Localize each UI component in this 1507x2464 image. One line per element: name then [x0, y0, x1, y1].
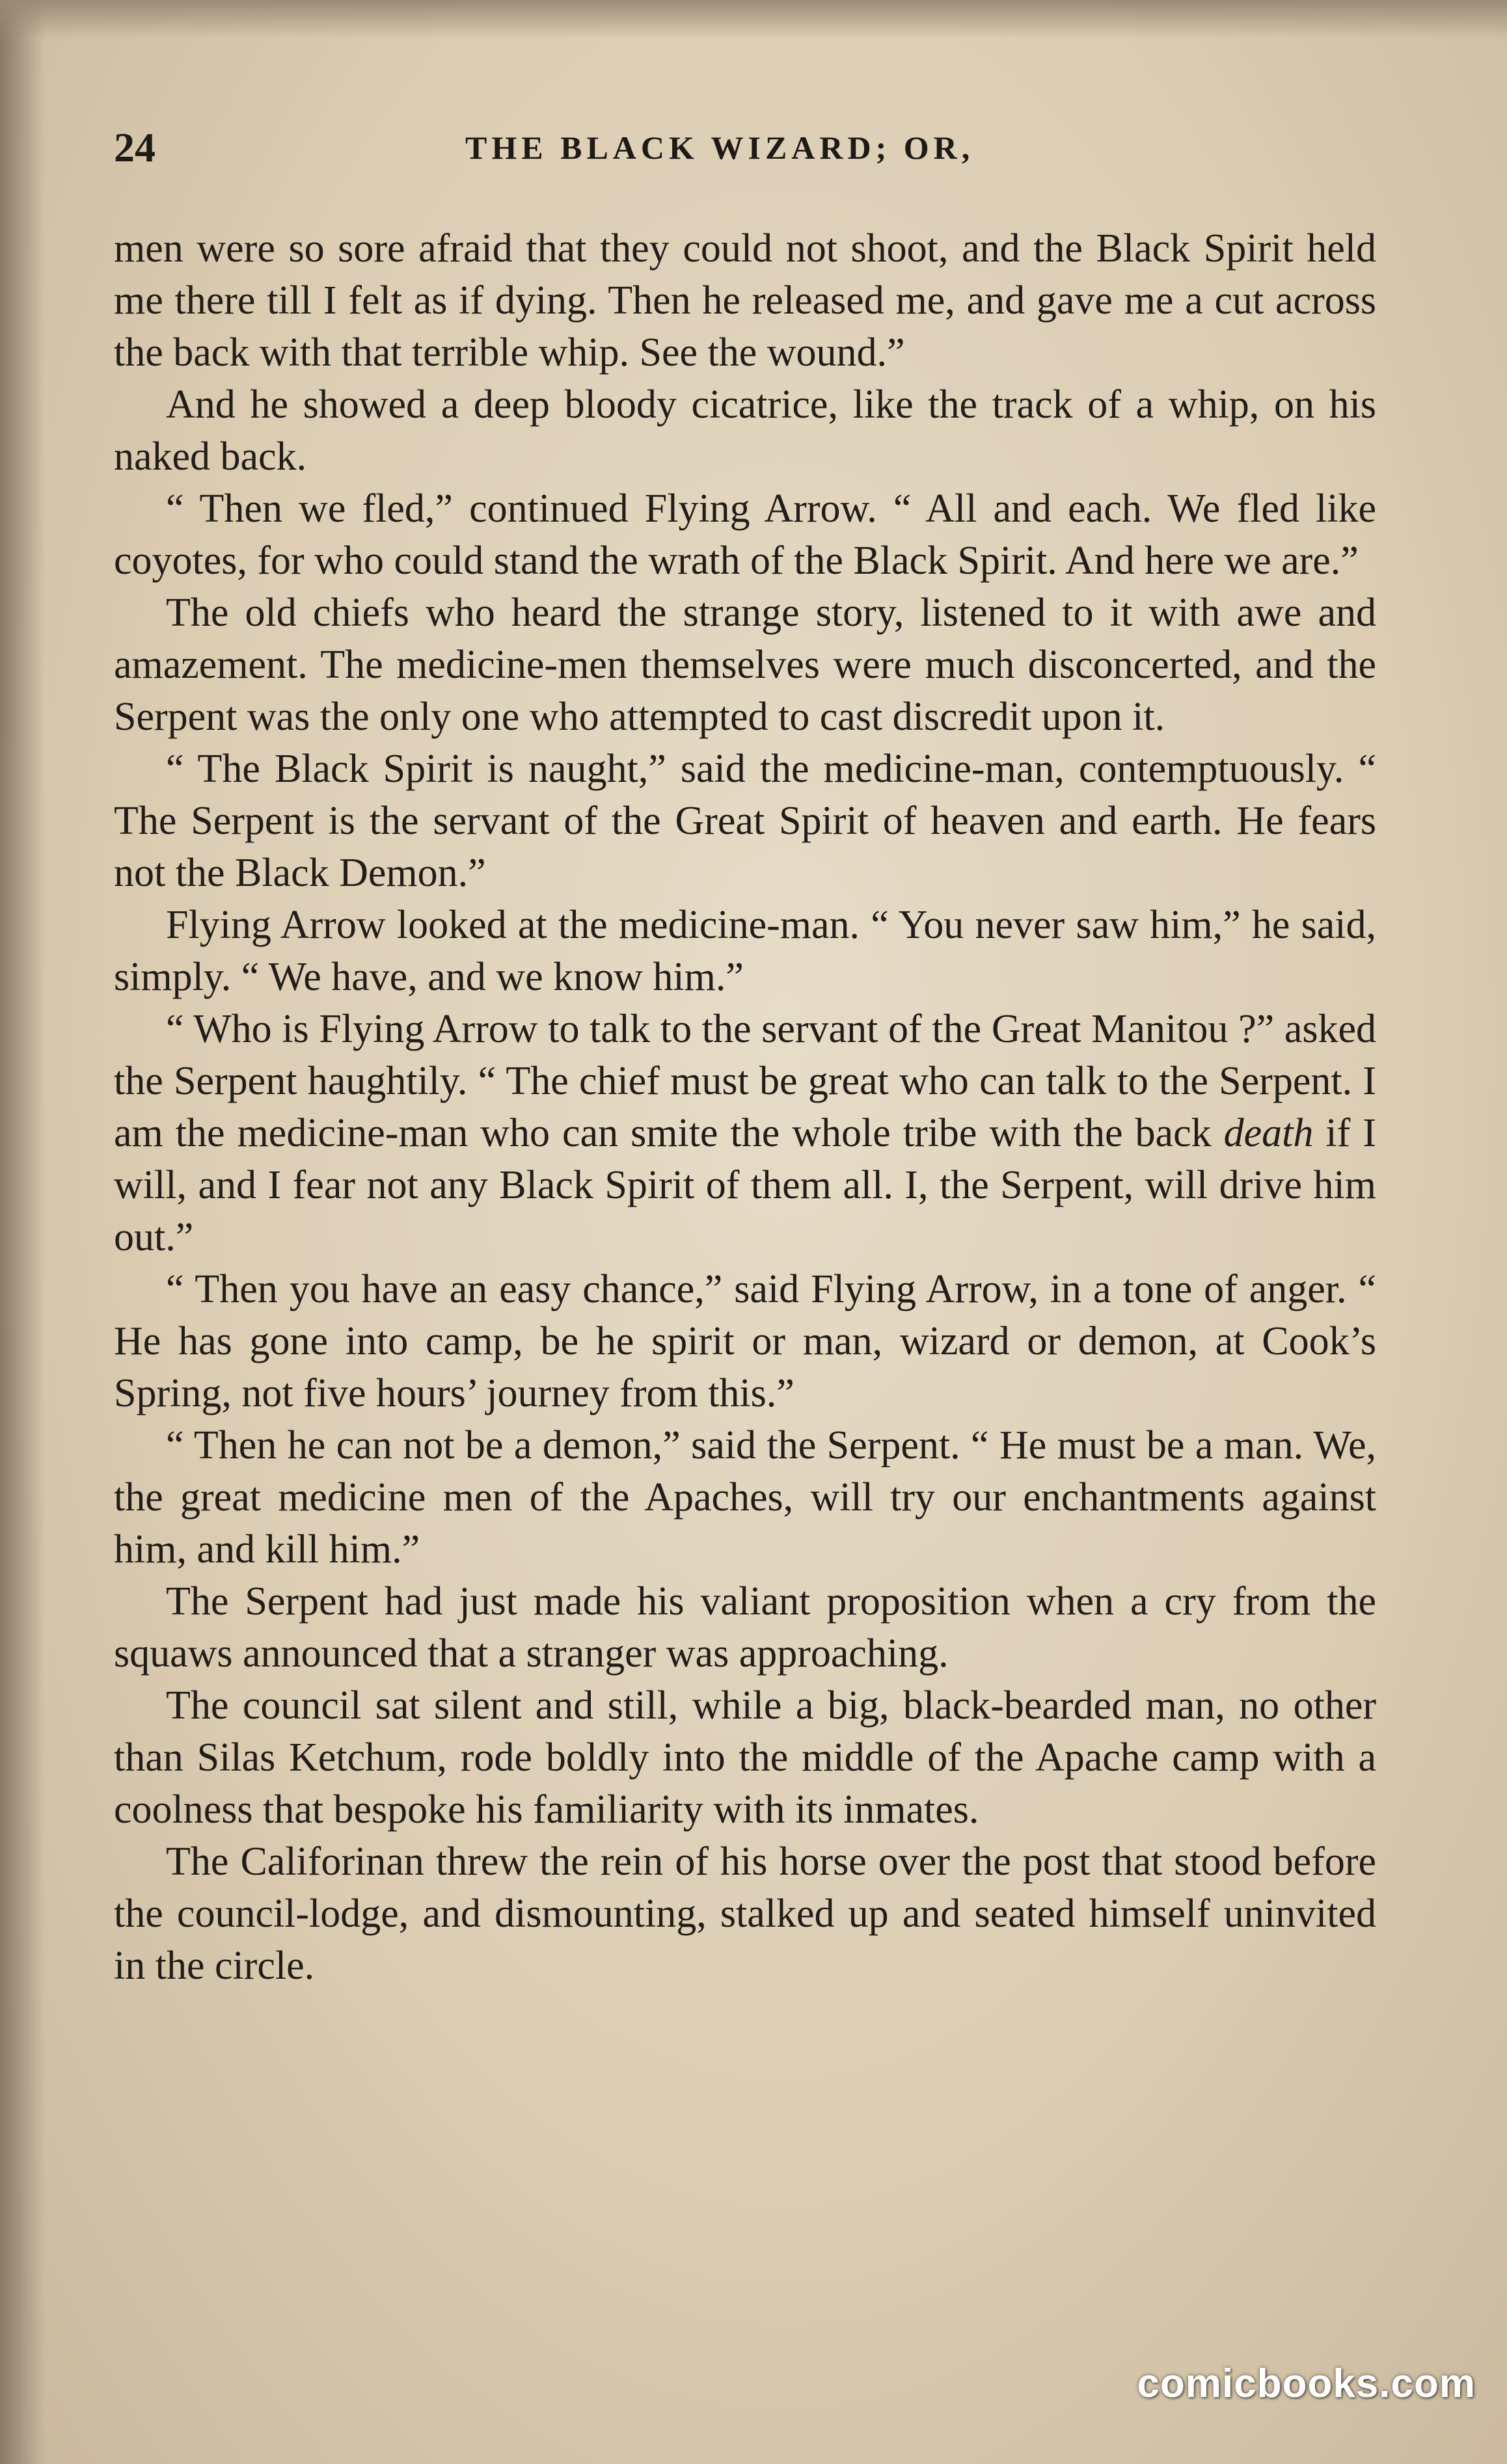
- page-edge-shadow: [0, 0, 46, 2464]
- paragraph: “ Then he can not be a demon,” said the Serpent. “ He must be a man. We, the great medicine men of the Apaches, will try our enchantments against him, and kill him.”: [114, 1423, 1376, 1572]
- paragraph: Flying Arrow looked at the medicine-man. “ You never saw him,” he said, simply. “ We have, and we know him.”: [114, 903, 1376, 999]
- paragraph: “ Then you have an easy chance,” said Flying Arrow, in a tone of anger. “ He has gone into camp, be he spirit or man, wizard or demon, at Cook’s Spring, not five hours’ journey from this.”: [114, 1267, 1376, 1415]
- paragraph-text: “ Who is Flying Arrow to talk to the servant of the Great Manitou ?” asked the Serpent haughtily. “ The chief must be great who can talk to the Serpent. I am the medicine-man who can smite the whole tribe with the back: [114, 1007, 1376, 1155]
- page-header: [114, 124, 1376, 176]
- paragraph: And he showed a deep bloody cicatrice, like the track of a whip, on his naked back.: [114, 382, 1376, 479]
- running-head: THE BLACK WIZARD; OR,: [465, 129, 975, 166]
- paragraph-text: if I will, and I fear not any Black Spirit of them all. I, the Serpent, will drive him out.”: [114, 1111, 1376, 1259]
- body-text: [114, 222, 1376, 1992]
- paragraph: The Serpent had just made his valiant proposition when a cry from the squaws announced that a stranger was approaching.: [114, 1579, 1376, 1676]
- paragraph: “ The Black Spirit is naught,” said the medicine-man, contemptuously. “ The Serpent is the servant of the Great Spirit of heaven and earth. He fears not the Black Demon.”: [114, 747, 1376, 895]
- page-top-shadow: [0, 0, 1507, 39]
- paragraph: men were so sore afraid that they could not shoot, and the Black Spirit held me there till I felt as if dying. Then he released me, and gave me a cut across the back with that terrible whip. See the wound.”: [114, 226, 1376, 375]
- italic-word: death: [1223, 1111, 1314, 1155]
- watermark: comicbooks.com: [1137, 2361, 1476, 2406]
- paragraph: “ Then we fled,” continued Flying Arrow. “ All and each. We fled like coyotes, for who could stand the wrath of the Black Spirit. And here we are.”: [114, 487, 1376, 583]
- page-number: 24: [114, 124, 156, 170]
- paragraph: The council sat silent and still, while a big, black-bearded man, no other than Silas Ketchum, rode boldly into the middle of the Apache camp with a coolness that bespoke his familiarity with its inmates.: [114, 1683, 1376, 1832]
- paragraph: The old chiefs who heard the strange story, listened to it with awe and amazement. The medicine-men themselves were much disconcerted, and the Serpent was the only one who attempted to cast discredit upon it.: [114, 591, 1376, 739]
- paragraph: The Califorinan threw the rein of his horse over the post that stood before the council-lodge, and dismounting, stalked up and seated himself uninvited in the circle.: [114, 1840, 1376, 1988]
- paragraph: [114, 1003, 1376, 1263]
